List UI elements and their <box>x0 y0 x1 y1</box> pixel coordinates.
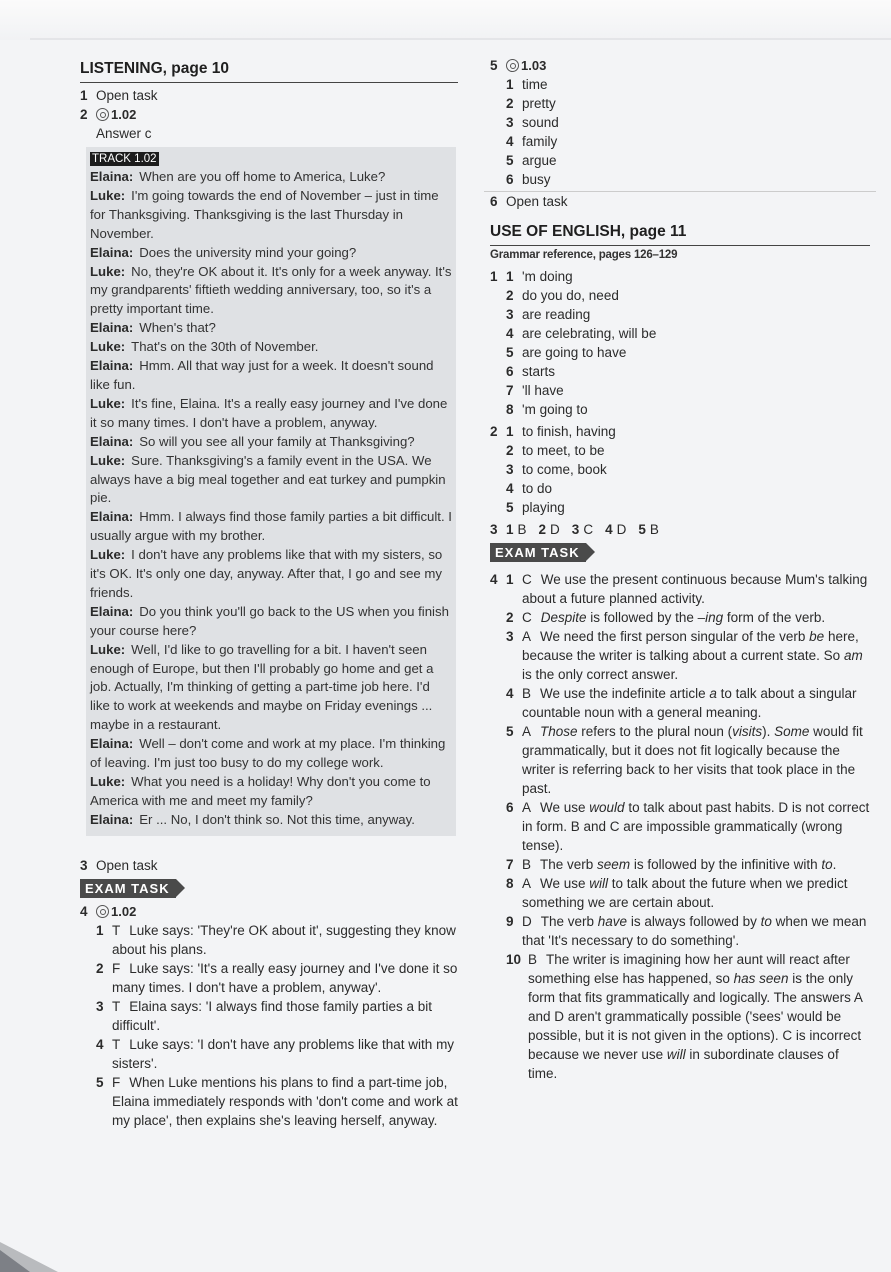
item-number: 5 <box>506 724 514 739</box>
spoken-text: That's on the 30th of November. <box>131 339 319 355</box>
item-answer: D <box>616 522 627 537</box>
answer-explanation <box>522 912 870 950</box>
spacer <box>490 324 506 343</box>
answer-explanation <box>522 627 870 684</box>
list-item <box>490 422 870 441</box>
mcq-answers <box>506 520 671 539</box>
answer-item <box>490 608 870 627</box>
answer-letter: F <box>112 1074 121 1090</box>
item-answer: 'll have <box>522 383 564 398</box>
transcript-line <box>90 319 452 338</box>
spoken-text: I'm going towards the end of November – just in time for Thanksgiving. Thanksgiving is the last Thursday in November. <box>90 187 439 241</box>
listening-q2 <box>80 105 458 124</box>
grammar-reference: Grammar reference, pages 126–129 <box>490 249 678 261</box>
listening-q2-answer: Answer c <box>96 126 152 141</box>
item-number: 2 <box>96 960 104 976</box>
explanation-text: Despite is followed by the –ing form of the verb. <box>540 610 826 625</box>
list-item <box>490 381 870 400</box>
transcript-line <box>90 244 452 263</box>
speaker-name: Luke: <box>90 774 126 789</box>
item-number: 10 <box>506 952 522 967</box>
transcript-line <box>90 168 452 187</box>
explanation-text: We use the present continuous because Mum's talking about a future planned activity. <box>522 572 868 606</box>
transcript-line <box>90 508 452 546</box>
item-answer: 'm doing <box>522 269 573 284</box>
item-answer: B <box>649 522 659 537</box>
item-number: 3 <box>506 307 514 322</box>
answer-explanation <box>522 855 870 874</box>
transcript-line <box>90 811 452 830</box>
item-number: 9 <box>506 914 514 929</box>
transcript-line <box>90 263 452 320</box>
item-number: 4 <box>506 134 514 149</box>
spoken-text: Er ... No, I don't think so. Not this time, anyway. <box>139 811 415 827</box>
listening-q3 <box>80 856 458 875</box>
question-number: 1 <box>80 88 88 103</box>
transcript-line <box>90 395 452 433</box>
answer-letter: A <box>522 629 532 644</box>
answer-explanation <box>112 1035 458 1073</box>
item-answer: B <box>517 522 527 537</box>
item-answer: playing <box>522 500 565 515</box>
exam-task-badge: EXAM TASK <box>80 879 176 898</box>
item-answer: D <box>550 522 560 537</box>
item-number: 5 <box>506 500 514 515</box>
item-number: 4 <box>506 481 514 496</box>
spacer <box>490 627 506 684</box>
listening-q5-items <box>490 75 870 189</box>
item-answer: time <box>522 77 548 92</box>
cd-audio-icon <box>96 108 109 121</box>
listening-q5 <box>490 56 870 75</box>
explanation-text: We use will to talk about the future when we predict something we are certain about. <box>522 876 848 910</box>
answer-item <box>80 1073 458 1130</box>
listening-q6 <box>490 192 870 211</box>
list-item <box>490 362 870 381</box>
item-answer: to come, book <box>522 462 607 477</box>
answer-letter: A <box>522 800 532 815</box>
listening-section-title: LISTENING, page 10 <box>80 56 458 83</box>
answer-letter: C <box>522 572 532 587</box>
item-number: 4 <box>96 1036 104 1052</box>
answer-explanation <box>522 608 870 627</box>
item-number: 5 <box>506 153 514 168</box>
explanation-text: Elaina says: 'I always find those family parties a bit difficult'. <box>112 998 432 1033</box>
item-number: 4 <box>605 522 613 537</box>
explanation-text: Luke says: 'I don't have any problems like that with my sisters'. <box>112 1036 455 1071</box>
answer-explanation <box>112 921 458 959</box>
item-answer: are celebrating, will be <box>522 326 657 341</box>
spacer <box>490 912 506 950</box>
listening-q1 <box>80 86 458 105</box>
item-number: 8 <box>506 402 514 417</box>
item-answer: to do <box>522 481 553 496</box>
answer-item <box>490 627 870 684</box>
answer-letter: B <box>522 686 532 701</box>
transcript-line <box>90 735 452 773</box>
answer-item <box>490 874 870 912</box>
item-number: 1 <box>506 424 514 439</box>
spoken-text: Does the university mind your going? <box>139 244 357 260</box>
spacer <box>490 874 506 912</box>
list-item <box>490 498 870 517</box>
list-item <box>490 286 870 305</box>
answer-item <box>80 1035 458 1073</box>
item-number: 3 <box>506 462 514 477</box>
list-item <box>490 113 870 132</box>
list-item <box>490 132 870 151</box>
explanation-text: The verb seem is followed by the infinitive with to. <box>540 857 837 872</box>
item-answer: pretty <box>522 96 556 111</box>
item-number: 1 <box>506 522 514 537</box>
question-number: 1 <box>490 269 498 284</box>
left-column <box>80 56 458 1130</box>
list-item <box>490 441 870 460</box>
item-answer: family <box>522 134 558 149</box>
speaker-name: Elaina: <box>90 244 134 260</box>
page-edge <box>30 38 891 40</box>
spacer <box>490 950 506 1083</box>
item-answer: are going to have <box>522 345 627 360</box>
list-item <box>490 305 870 324</box>
explanation-text: We use would to talk about past habits. D is not correct in form. B and C are impossible grammatically (wrong tense). <box>522 800 870 853</box>
spacer <box>490 722 506 798</box>
transcript-line <box>90 187 452 244</box>
item-answer: C <box>583 522 594 537</box>
transcript-line <box>90 338 452 357</box>
list-item <box>490 343 870 362</box>
explanation-text: The writer is imagining how her aunt will react after something else has happened, so has seen is the only form that fits grammatically and logically. The answers A and D aren't grammatically possible ('sees' would be possible, but it is not given in the options). C is incorrect because we never use will in subordinate clauses of time. <box>528 952 863 1081</box>
spoken-text: Hmm. All that way just for a week. It doesn't sound like fun. <box>90 358 434 392</box>
item-number: 1 <box>506 269 514 284</box>
transcript-line <box>90 452 452 509</box>
item-number: 5 <box>506 345 514 360</box>
cd-audio-icon <box>96 905 109 918</box>
speaker-name: Luke: <box>90 339 126 355</box>
item-number: 2 <box>538 522 547 537</box>
spacer <box>490 381 506 400</box>
explanation-text: Luke says: 'It's a really easy journey and I've done it so many times. I don't have a problem, anyway'. <box>112 960 458 995</box>
spacer <box>490 343 506 362</box>
answer-item <box>80 921 458 959</box>
answer-item <box>490 684 870 722</box>
track-label: TRACK 1.02 <box>92 153 157 165</box>
spoken-text: When are you off home to America, Luke? <box>139 169 386 184</box>
spoken-text: Do you think you'll go back to the US when you finish your course here? <box>90 603 449 638</box>
answer-item <box>80 997 458 1035</box>
list-item <box>490 324 870 343</box>
question-number: 4 <box>80 903 88 919</box>
answer-explanation <box>112 959 458 997</box>
item-answer: are reading <box>522 307 591 322</box>
speaker-name: Luke: <box>90 395 126 411</box>
answer-explanation <box>522 798 870 855</box>
speaker-name: Luke: <box>90 641 126 657</box>
track-number: 1.03 <box>521 58 547 73</box>
list-item <box>490 400 870 419</box>
listening-q4-items <box>80 921 458 1130</box>
explanation-text: Luke says: 'They're OK about it', suggesting they know about his plans. <box>112 922 456 957</box>
item-number: 5 <box>96 1074 104 1090</box>
exam-task-badge: EXAM TASK <box>490 543 586 562</box>
list-item <box>490 479 870 498</box>
answer-explanation <box>522 722 870 798</box>
transcript-line <box>90 603 452 641</box>
explanation-text: The verb have is always followed by to when we mean that 'It's necessary to do something'. <box>522 914 867 948</box>
question-number: 3 <box>490 522 498 537</box>
use-of-english-q2 <box>490 422 870 517</box>
spacer <box>490 498 506 517</box>
spoken-text: No, they're OK about it. It's only for a week anyway. It's my grandparents' fiftieth wedding anniversary, too, so it's a pretty important time. <box>90 263 452 317</box>
spacer <box>490 460 506 479</box>
item-number: 1 <box>96 922 104 938</box>
item-number: 3 <box>506 629 514 644</box>
answer-letter: F <box>112 960 121 976</box>
spoken-text: Sure. Thanksgiving's a family event in the USA. We always have a big meal together and eat turkey and pumpkin pie. <box>90 452 446 506</box>
item-answer: argue <box>522 153 557 168</box>
spacer <box>490 684 506 722</box>
answer-letter: B <box>522 857 532 872</box>
track-number: 1.02 <box>111 107 137 122</box>
right-column <box>490 56 870 1083</box>
transcript-line <box>90 433 452 452</box>
explanation-text: Those refers to the plural noun (visits). Some would fit grammatically, but it does not fit logically because the writer is referring back to her visits that took place in the past. <box>522 724 863 796</box>
item-answer: busy <box>522 172 551 187</box>
transcript-line <box>90 357 452 395</box>
page-top-band <box>0 0 891 40</box>
spoken-text: Well, I'd like to go travelling for a bit. I haven't seen enough of Europe, but then I'll probably go home and get a job. Actually, I'm thinking of getting a part-time job here. I'd like to work at weekends and maybe on Friday evenings ... maybe in a restaurant. <box>90 641 434 733</box>
explanation-text: We use the indefinite article a to talk about a singular countable noun with a general meaning. <box>522 686 857 720</box>
spacer <box>490 400 506 419</box>
answer-letter: T <box>112 998 121 1014</box>
speaker-name: Luke: <box>90 547 126 563</box>
answer-text: Open task <box>96 857 158 873</box>
speaker-name: Elaina: <box>90 736 134 752</box>
answer-text: Open task <box>96 88 158 103</box>
answer-letter: C <box>522 610 532 625</box>
spacer <box>490 798 506 855</box>
spoken-text: It's fine, Elaina. It's a really easy journey and I've done it so many times. I don't have a problem, anyway. <box>90 395 448 430</box>
transcript-line <box>90 641 452 736</box>
item-number: 2 <box>506 610 514 625</box>
transcript-line <box>90 546 452 603</box>
spacer <box>490 305 506 324</box>
speaker-name: Luke: <box>90 452 126 468</box>
spacer <box>490 855 506 874</box>
answer-item <box>490 855 870 874</box>
cd-audio-icon <box>506 59 519 72</box>
answer-item <box>80 959 458 997</box>
answer-explanation <box>112 1073 458 1130</box>
transcript-line <box>90 773 452 811</box>
item-answer: to finish, having <box>522 424 616 439</box>
transcript-lines <box>90 168 452 830</box>
item-answer: to meet, to be <box>522 443 605 458</box>
answer-explanation <box>522 570 870 608</box>
item-number: 3 <box>96 998 104 1014</box>
item-number: 7 <box>506 383 514 398</box>
item-answer: starts <box>522 364 556 379</box>
spacer <box>490 608 506 627</box>
list-item <box>490 94 870 113</box>
question-number: 2 <box>80 107 88 122</box>
track-number: 1.02 <box>111 903 137 919</box>
spacer <box>490 286 506 305</box>
answer-letter: A <box>522 724 532 739</box>
question-number: 6 <box>490 194 498 209</box>
item-answer: sound <box>522 115 559 130</box>
item-number: 6 <box>506 364 514 379</box>
item-number: 1 <box>506 77 514 92</box>
item-number: 2 <box>506 288 514 303</box>
speaker-name: Luke: <box>90 263 126 279</box>
question-number: 3 <box>80 857 88 873</box>
spoken-text: What you need is a holiday! Why don't you come to America with me and meet my family? <box>90 774 431 808</box>
item-answer: do you do, need <box>522 288 619 303</box>
answer-item <box>490 798 870 855</box>
item-number: 4 <box>506 326 514 341</box>
answer-item <box>490 912 870 950</box>
question-number: 2 <box>490 424 498 439</box>
item-number: 3 <box>506 115 514 130</box>
speaker-name: Elaina: <box>90 320 134 336</box>
answer-item <box>490 722 870 798</box>
answer-letter: B <box>528 952 538 967</box>
answer-explanation <box>522 874 870 912</box>
spoken-text: I don't have any problems like that with my sisters, so it's OK. It's only one day, anyway. After that, I go and see my friends. <box>90 547 443 600</box>
answer-item <box>490 570 870 608</box>
answer-letter: A <box>522 876 532 891</box>
item-number: 7 <box>506 857 514 872</box>
answer-text: Open task <box>506 194 568 209</box>
use-of-english-q4 <box>490 570 870 1083</box>
use-of-english-section-title: USE OF ENGLISH, page 11 <box>490 219 870 246</box>
spoken-text: Hmm. I always find those family parties a bit difficult. I usually argue with my brother. <box>90 509 452 544</box>
item-number: 4 <box>506 686 514 701</box>
list-item <box>490 267 870 286</box>
listening-q4 <box>80 902 458 921</box>
item-answer: 'm going to <box>522 402 588 417</box>
spoken-text: Well – don't come and work at my place. I'm thinking of leaving. I'm just too busy to do my college work. <box>90 736 446 771</box>
speaker-name: Elaina: <box>90 603 134 619</box>
use-of-english-q1 <box>490 267 870 419</box>
answer-letter: T <box>112 1036 121 1052</box>
spoken-text: When's that? <box>139 320 216 336</box>
item-number: 3 <box>571 522 580 537</box>
answer-explanation <box>112 997 458 1035</box>
speaker-name: Elaina: <box>90 433 134 449</box>
explanation-text: We need the first person singular of the verb be here, because the writer is talking about a current state. So am is the only correct answer. <box>522 629 863 682</box>
list-item <box>490 170 870 189</box>
item-number: 6 <box>506 172 514 187</box>
item-number: 2 <box>506 443 514 458</box>
spacer <box>490 362 506 381</box>
use-of-english-q3 <box>490 520 870 539</box>
spacer <box>490 479 506 498</box>
speaker-name: Luke: <box>90 187 126 203</box>
item-number: 1 <box>506 572 514 587</box>
list-item <box>490 75 870 94</box>
answer-explanation <box>522 684 870 722</box>
answer-item <box>490 950 870 1083</box>
list-item <box>490 151 870 170</box>
item-number: 8 <box>506 876 514 891</box>
transcript-box <box>86 147 456 836</box>
item-number: 5 <box>638 522 646 537</box>
speaker-name: Elaina: <box>90 509 134 525</box>
page-corner-decoration <box>0 1250 30 1272</box>
explanation-text: When Luke mentions his plans to find a part-time job, Elaina immediately responds with 'don't come and work at my place', then explains she's leaving herself, anyway. <box>112 1074 458 1128</box>
speaker-name: Elaina: <box>90 811 134 827</box>
item-number: 6 <box>506 800 514 815</box>
answer-letter: T <box>112 922 121 938</box>
spoken-text: So will you see all your family at Thanksgiving? <box>139 433 415 449</box>
list-item <box>490 460 870 479</box>
speaker-name: Elaina: <box>90 169 134 184</box>
question-number: 5 <box>490 58 498 73</box>
question-number: 4 <box>490 572 498 587</box>
spacer <box>490 441 506 460</box>
item-number: 2 <box>506 96 514 111</box>
speaker-name: Elaina: <box>90 358 134 374</box>
answer-letter: D <box>522 914 532 929</box>
answer-explanation <box>528 950 870 1083</box>
